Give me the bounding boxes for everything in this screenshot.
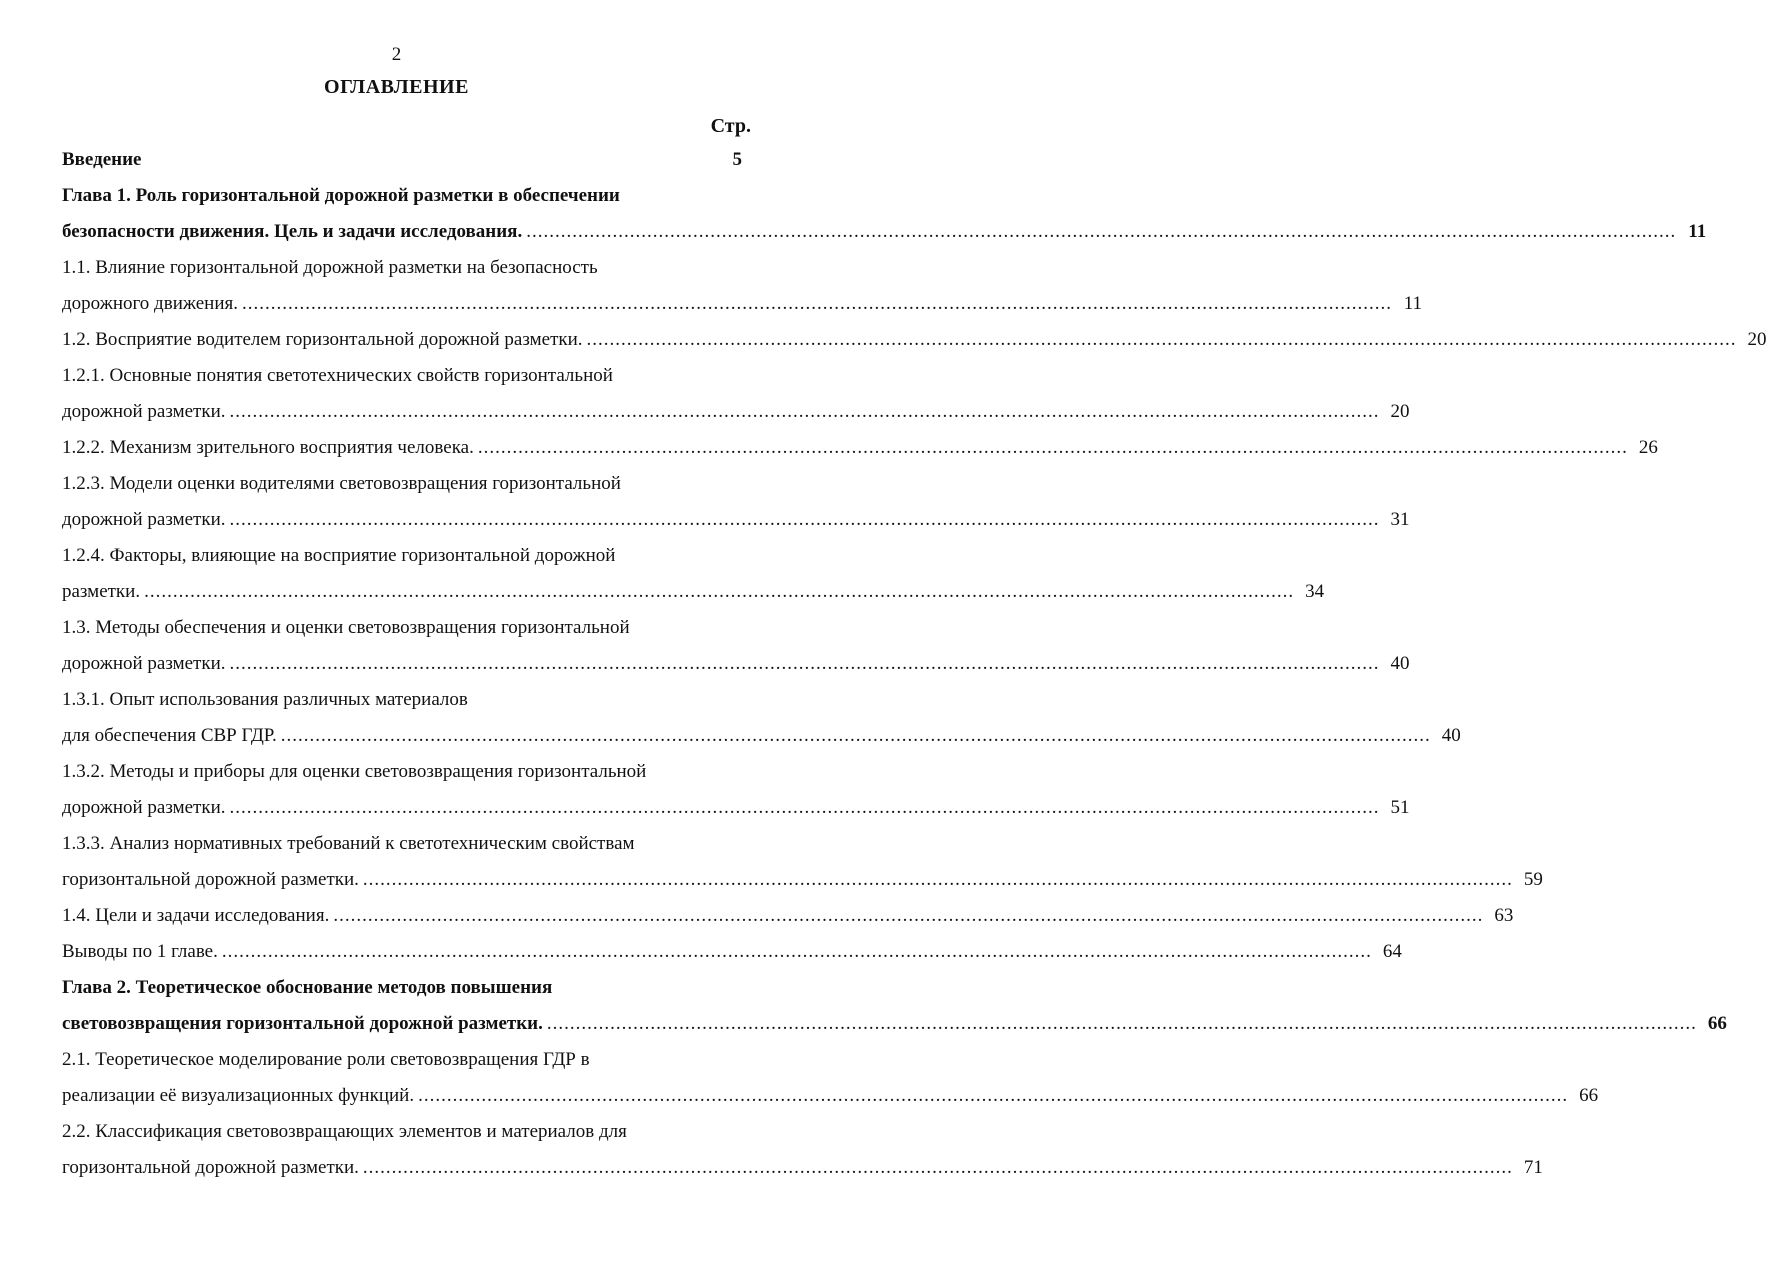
dot-leader: ........................................................................................................................................................................................................	[221, 941, 1372, 962]
toc-entry	[62, 538, 742, 574]
toc-entry-page: 59	[1523, 869, 1543, 890]
toc-entry-page: 64	[1382, 941, 1402, 962]
toc-entry-page: 66	[1707, 1013, 1727, 1034]
toc-entry	[62, 430, 1658, 466]
toc-entry-page: 40	[1441, 725, 1461, 746]
dot-leader: ........................................................................................................................................................................................................	[418, 1085, 1569, 1106]
toc-entry-title: 1.2.4. Факторы, влияющие на восприятие горизонтальной дорожной	[62, 545, 616, 566]
toc-entry-title: горизонтальной дорожной разметки.	[62, 1157, 359, 1178]
toc-entry-title: безопасности движения. Цель и задачи исследования.	[62, 221, 523, 242]
toc-entry	[62, 754, 742, 790]
toc-entry-title: 1.3.2. Методы и приборы для оценки световозвращения горизонтальной	[62, 761, 647, 782]
toc-entry	[62, 862, 1543, 898]
toc-entry-title: горизонтальной дорожной разметки.	[62, 869, 359, 890]
dot-leader: ........................................................................................................................................................................................................	[362, 869, 1513, 890]
toc-entry	[62, 466, 742, 502]
toc-entry-title: 1.1. Влияние горизонтальной дорожной разметки на безопасность	[62, 257, 598, 278]
toc-entry	[62, 682, 742, 718]
toc-entry-title: дорожной разметки.	[62, 401, 226, 422]
toc-entry-page: 51	[1390, 797, 1410, 818]
toc-entry	[62, 970, 742, 1006]
toc-entry	[62, 646, 1410, 682]
toc-entry-title: Глава 1. Роль горизонтальной дорожной разметки в обеспечении	[62, 185, 620, 206]
toc-entry	[62, 214, 1707, 250]
dot-leader: ........................................................................................................................................................................................................	[242, 293, 1393, 314]
dot-leader: ........................................................................................................................................................................................................	[362, 1157, 1513, 1178]
page-title: ОГЛАВЛЕНИЕ	[324, 76, 469, 98]
toc-entry-page: 71	[1523, 1157, 1543, 1178]
toc-entry-title: дорожной разметки.	[62, 797, 226, 818]
toc-entry	[62, 142, 742, 178]
dot-leader: ........................................................................................................................................................................................................	[546, 1013, 1697, 1034]
toc-entry	[62, 322, 1767, 358]
toc-entry	[62, 1006, 1727, 1042]
dot-leader: ........................................................................................................................................................................................................	[229, 653, 1380, 674]
toc-entry-page: 63	[1494, 905, 1514, 926]
toc-entry-page: 40	[1390, 653, 1410, 674]
toc-entry-page: 34	[1305, 581, 1325, 602]
toc-entry	[62, 718, 1461, 754]
toc-entry-title: световозвращения горизонтальной дорожной разметки.	[62, 1013, 543, 1034]
toc-entry-title: дорожной разметки.	[62, 653, 226, 674]
toc-entry-title: 1.3.3. Анализ нормативных требований к светотехническим свойствам	[62, 833, 635, 854]
toc-entry-title: 1.4. Цели и задачи исследования.	[62, 905, 330, 926]
page-number: 2	[391, 44, 402, 65]
toc-entry-title: 2.1. Теоретическое моделирование роли световозвращения ГДР в	[62, 1049, 590, 1070]
toc-entry-page: 20	[1747, 329, 1767, 350]
dot-leader: ........................................................................................................................................................................................................	[229, 401, 1380, 422]
toc-entry	[62, 610, 742, 646]
toc-entry	[62, 790, 1410, 826]
dot-leader: ........................................................................................................................................................................................................	[280, 725, 1431, 746]
toc-entry	[62, 934, 1402, 970]
toc-entry	[62, 898, 1514, 934]
toc-entry-title: 1.3. Методы обеспечения и оценки световозвращения горизонтальной	[62, 617, 630, 638]
toc-entry	[62, 358, 742, 394]
toc-entry-title: разметки.	[62, 581, 141, 602]
toc-entry	[62, 826, 742, 862]
toc-entry-page: 26	[1638, 437, 1658, 458]
toc-entry	[62, 394, 1410, 430]
toc-entry	[62, 1042, 742, 1078]
toc-entry-title: 1.2. Восприятие водителем горизонтальной дорожной разметки.	[62, 329, 583, 350]
toc-entry-title: 1.3.1. Опыт использования различных материалов	[62, 689, 468, 710]
toc-entry-title: 2.2. Классификация световозвращающих элементов и материалов для	[62, 1121, 627, 1142]
toc-entry-page: 11	[1403, 293, 1423, 314]
toc-entry-page: 11	[1688, 221, 1707, 242]
toc-entry-page: 20	[1390, 401, 1410, 422]
toc-entry-title: Выводы по 1 главе.	[62, 941, 218, 962]
dot-leader: ........................................................................................................................................................................................................	[229, 509, 1380, 530]
page-column-header: Стр.	[710, 115, 751, 137]
toc-entry	[62, 1114, 742, 1150]
dot-leader: ........................................................................................................................................................................................................	[144, 581, 1295, 602]
toc-entry-title: 1.2.3. Модели оценки водителями световозвращения горизонтальной	[62, 473, 621, 494]
toc-entry-title: для обеспечения СВР ГДР.	[62, 725, 277, 746]
toc-entry-page: 66	[1579, 1085, 1599, 1106]
toc-entry	[62, 502, 1410, 538]
toc-entry-title: 1.2.2. Механизм зрительного восприятия человека.	[62, 437, 474, 458]
toc-entry-title: дорожной разметки.	[62, 509, 226, 530]
toc-entry-title: 1.2.1. Основные понятия светотехнических свойств горизонтальной	[62, 365, 613, 386]
toc-entry	[62, 250, 742, 286]
toc-entry-title: дорожного движения.	[62, 293, 239, 314]
toc-entry	[62, 178, 742, 214]
toc-entry	[62, 574, 1325, 610]
table-of-contents	[62, 142, 1767, 1186]
toc-entry-page: 31	[1390, 509, 1410, 530]
dot-leader: ........................................................................................................................................................................................................	[229, 797, 1380, 818]
toc-entry	[62, 286, 1423, 322]
toc-entry-page: 5	[732, 149, 742, 170]
dot-leader: ........................................................................................................................................................................................................	[586, 329, 1737, 350]
toc-entry	[62, 1150, 1543, 1186]
toc-entry	[62, 1078, 1599, 1114]
dot-leader: ........................................................................................................................................................................................................	[526, 221, 1677, 242]
toc-entry-title: Введение	[62, 149, 142, 170]
dot-leader: ........................................................................................................................................................................................................	[477, 437, 1628, 458]
toc-entry-title: реализации её визуализационных функций.	[62, 1085, 415, 1106]
dot-leader: ........................................................................................................................................................................................................	[333, 905, 1484, 926]
toc-entry-title: Глава 2. Теоретическое обоснование методов повышения	[62, 977, 553, 998]
